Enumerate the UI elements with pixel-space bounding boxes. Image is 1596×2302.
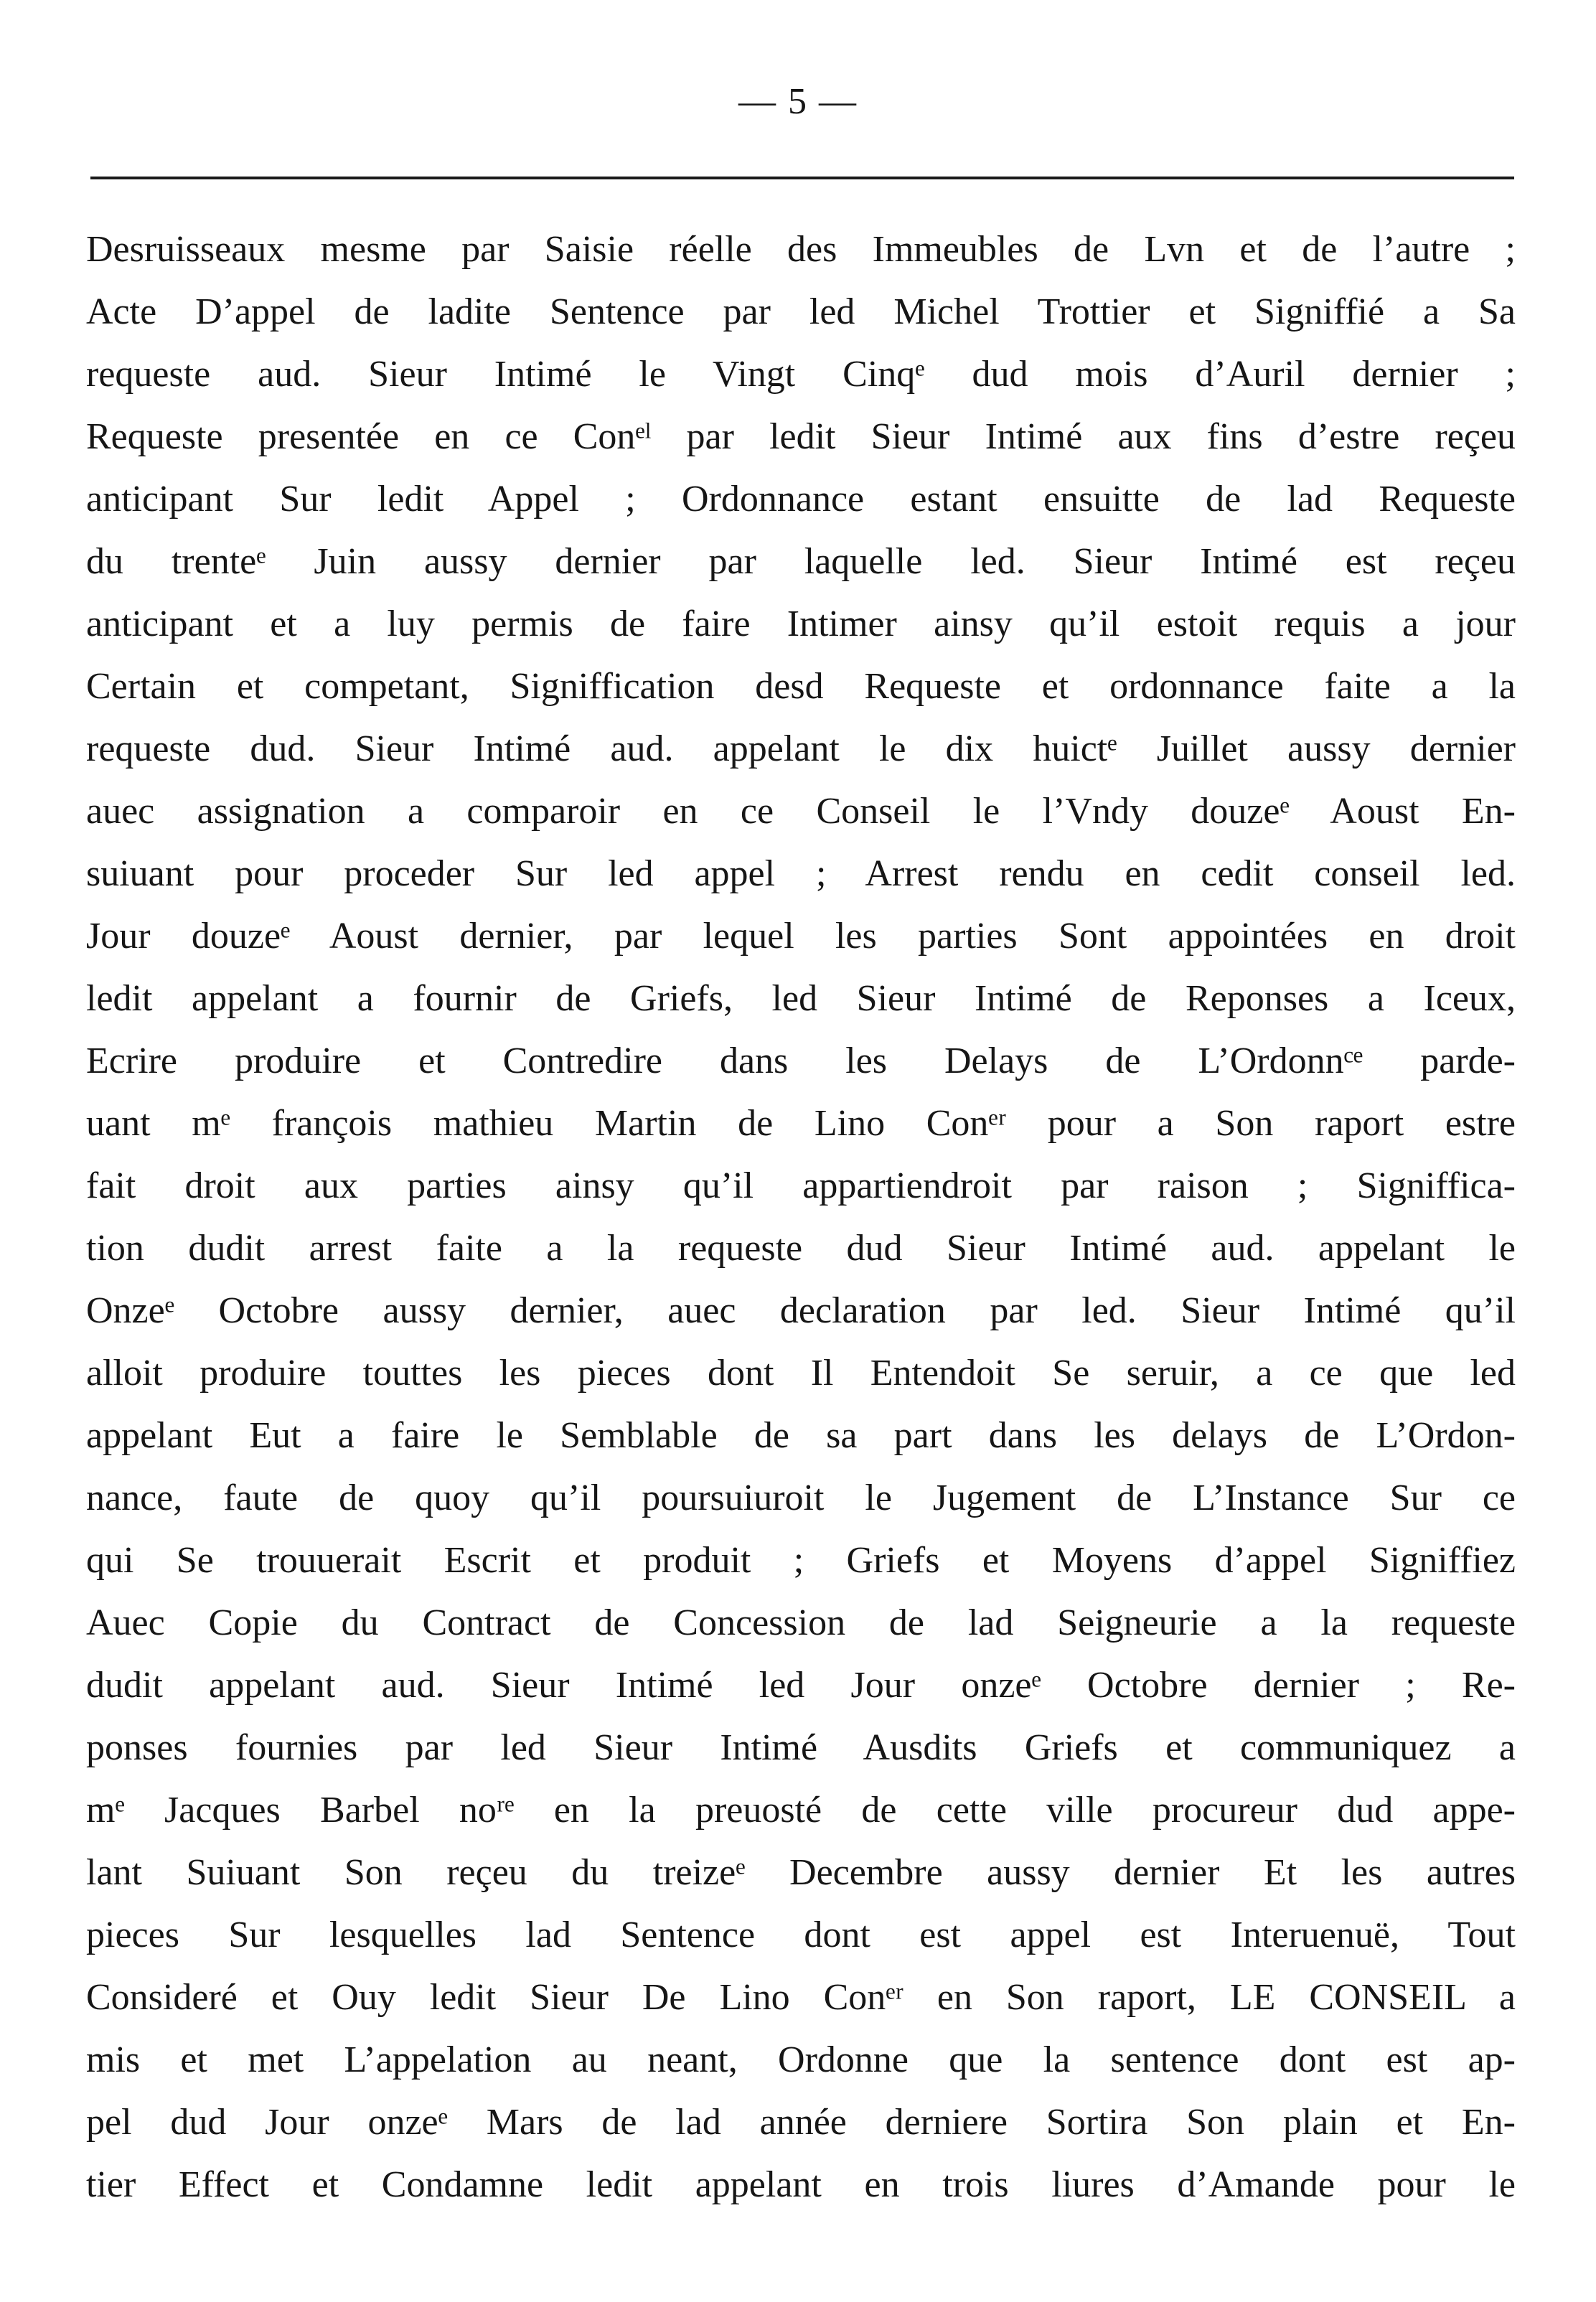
text-line: Desruisseaux mesme par Saisie réelle des Immeubles de Lvn et de l’autre ;	[86, 229, 1516, 270]
body-text	[86, 218, 1516, 2216]
text-line: ledit appelant a fournir de Griefs, led Sieur Intimé de Reponses a Iceux,	[86, 978, 1516, 1019]
text-line: Acte D’appel de ladite Sentence par led Michel Trottier et Signiffié a Sa	[86, 291, 1516, 332]
text-line: ponses fournies par led Sieur Intimé Ausdits Griefs et communiquez a	[86, 1727, 1516, 1768]
text-line: mᵉ Jacques Barbel noʳᵉ en la preuosté de cette ville procureur dud appe-	[86, 1790, 1516, 1831]
text-line: requeste aud. Sieur Intimé le Vingt Cinqᵉ dud mois d’Auril dernier ;	[86, 354, 1516, 395]
text-line: Auec Copie du Contract de Concession de lad Seigneurie a la requeste	[86, 1602, 1516, 1643]
text-line: Onzeᵉ Octobre aussy dernier, auec declaration par led. Sieur Intimé qu’il	[86, 1290, 1516, 1331]
text-line: pel dud Jour onzeᵉ Mars de lad année derniere Sortira Son plain et En-	[86, 2102, 1516, 2143]
text-line: dudit appelant aud. Sieur Intimé led Jour onzeᵉ Octobre dernier ; Re-	[86, 1665, 1516, 1706]
text-line: Requeste presentée en ce Conᵉˡ par ledit Sieur Intimé aux fins d’estre reçeu	[86, 416, 1516, 457]
text-line: Consideré et Ouy ledit Sieur De Lino Conᵉʳ en Son raport, LE CONSEIL a	[86, 1977, 1516, 2018]
text-line: appelant Eut a faire le Semblable de sa part dans les delays de L’Ordon-	[86, 1415, 1516, 1456]
text-line: nance, faute de quoy qu’il poursuiuroit le Jugement de L’Instance Sur ce	[86, 1477, 1516, 1518]
page-number: — 5 —	[738, 81, 858, 122]
text-line: anticipant Sur ledit Appel ; Ordonnance estant ensuitte de lad Requeste	[86, 479, 1516, 520]
text-line: anticipant et a luy permis de faire Intimer ainsy qu’il estoit requis a jour	[86, 603, 1516, 644]
text-line: tier Effect et Condamne ledit appelant en trois liures d’Amande pour le	[86, 2164, 1516, 2205]
text-line: suiuant pour proceder Sur led appel ; Arrest rendu en cedit conseil led.	[86, 853, 1516, 894]
text-line: tion dudit arrest faite a la requeste dud Sieur Intimé aud. appelant le	[86, 1228, 1516, 1269]
text-line: lant Suiuant Son reçeu du treizeᵉ Decembre aussy dernier Et les autres	[86, 1852, 1516, 1893]
text-line: Ecrire produire et Contredire dans les Delays de L’Ordonnᶜᵉ parde-	[86, 1040, 1516, 1081]
text-line: uant mᵉ françois mathieu Martin de Lino Conᵉʳ pour a Son raport estre	[86, 1103, 1516, 1144]
text-line: requeste dud. Sieur Intimé aud. appelant le dix huictᵉ Juillet aussy dernier	[86, 728, 1516, 769]
text-line: mis et met L’appelation au neant, Ordonne que la sentence dont est ap-	[86, 2039, 1516, 2080]
text-line: du trenteᵉ Juin aussy dernier par laquelle led. Sieur Intimé est reçeu	[86, 541, 1516, 582]
text-line: qui Se trouuerait Escrit et produit ; Griefs et Moyens d’appel Signiffiez	[86, 1540, 1516, 1581]
text-line: Jour douzeᵉ Aoust dernier, par lequel les parties Sont appointées en droit	[86, 916, 1516, 957]
text-line: Certain et competant, Signiffication desd Requeste et ordonnance faite a la	[86, 666, 1516, 707]
text-line: pieces Sur lesquelles lad Sentence dont est appel est Interuenuë, Tout	[86, 1915, 1516, 1955]
header-rule	[90, 177, 1514, 179]
text-line: auec assignation a comparoir en ce Conseil le l’Vndy douzeᵉ Aoust En-	[86, 791, 1516, 832]
text-line: fait droit aux parties ainsy qu’il appartiendroit par raison ; Signiffica-	[86, 1165, 1516, 1206]
text-line: alloit produire touttes les pieces dont Il Entendoit Se seruir, a ce que led	[86, 1353, 1516, 1394]
